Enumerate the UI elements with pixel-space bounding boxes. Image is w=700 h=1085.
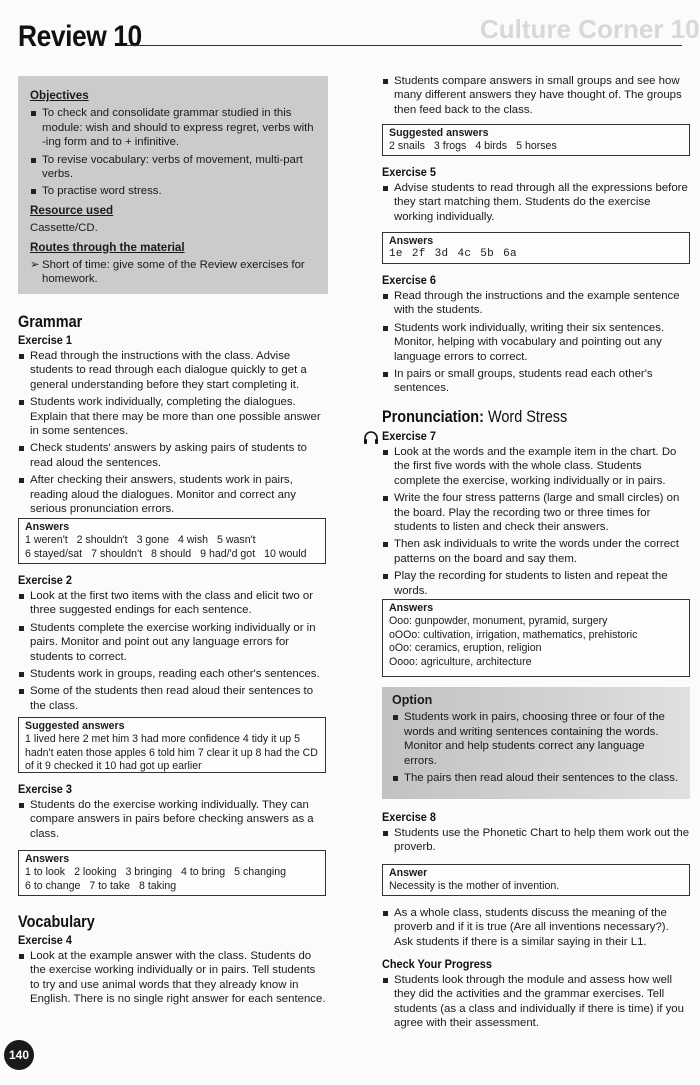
- resource-heading: Resource used: [30, 203, 114, 217]
- check-progress-heading: Check Your Progress: [382, 957, 492, 971]
- answer-item: 8 should: [151, 547, 192, 560]
- objectives-box: [18, 76, 328, 294]
- pronunciation-heading: [382, 407, 567, 427]
- exercise-3-instructions: [18, 798, 326, 844]
- exercise-4-followup: [382, 74, 690, 120]
- objective-item: To practise word stress.: [30, 184, 316, 198]
- answer-line: Oooo: agriculture, architecture: [389, 655, 532, 668]
- instruction-item: Students complete the exercise working individually or in pairs. Monitor and point out any language errors for students to correct.: [18, 621, 326, 664]
- answer-item: 1e: [389, 248, 403, 261]
- page-number: 140: [4, 1040, 34, 1070]
- exercise-8-heading: Exercise 8: [382, 810, 436, 824]
- answer-item: 4c: [457, 248, 472, 261]
- instruction-item: Advise students to read through all the expressions before they start matching them. Students do the exercise working individually.: [382, 181, 690, 224]
- instruction-item: Students compare answers in small groups and see how many different answers they have thought of. The groups then feed back to the class.: [382, 74, 690, 117]
- answer-item: 6 stayed/sat: [25, 547, 83, 560]
- exercise-4-answers-box: [382, 124, 690, 156]
- pronunciation-heading-bold: Pronunciation:: [382, 407, 484, 426]
- exercise-5-heading: Exercise 5: [382, 165, 436, 179]
- answers-row: [25, 534, 319, 547]
- vocabulary-heading: Vocabulary: [18, 912, 95, 931]
- answer-item: 8 taking: [139, 879, 177, 892]
- answer-item: 3d: [434, 248, 449, 261]
- option-item: The pairs then read aloud their sentences to the class.: [392, 771, 680, 785]
- objectives-list: [30, 106, 316, 198]
- grammar-heading: Grammar: [18, 312, 83, 331]
- option-item: Students work in pairs, choosing three or four of the words and writing sentences containing the words. Monitor and help students correct any language errors.: [392, 710, 680, 768]
- answer-item: 1 to look: [25, 866, 66, 879]
- answer-item: 5 changing: [234, 866, 287, 879]
- answer-item: 5 horses: [516, 140, 557, 153]
- exercise-7-heading: Exercise 7: [382, 429, 436, 443]
- routes-list: [30, 258, 316, 287]
- exercise-7-instructions: [382, 445, 690, 601]
- answers-label: Answers: [389, 235, 434, 247]
- answers-row: [389, 140, 683, 153]
- answer-label: Answer: [389, 867, 428, 879]
- answer-item: 2 looking: [74, 866, 117, 879]
- instruction-item: Play the recording for students to listen and repeat the words.: [382, 569, 690, 598]
- answer-item: 7 shouldn't: [91, 547, 143, 560]
- answer-text: Necessity is the mother of invention.: [389, 880, 560, 893]
- answer-item: 3 frogs: [433, 140, 467, 153]
- instruction-item: Students work in groups, reading each other's sentences.: [18, 667, 326, 681]
- answer-line: oOOo: cultivation, irrigation, mathematics, prehistoric: [389, 628, 638, 641]
- exercise-2-instructions: [18, 589, 326, 716]
- answer-item: 9 had/'d got: [200, 547, 256, 560]
- instruction-item: Look at the words and the example item in the chart. Do the first five words with the whole class. Students complete the exercise, working individually or in pairs.: [382, 445, 690, 488]
- option-heading: Option: [392, 693, 433, 707]
- answer-item: 3 gone: [136, 534, 169, 547]
- instruction-item: In pairs or small groups, students read each other's sentences.: [382, 367, 690, 396]
- instruction-item: Write the four stress patterns (large and small circles) on the board. Play the recording two or three times for students to listen and check their answers.: [382, 491, 690, 534]
- answer-item: 6a: [503, 248, 517, 261]
- exercise-2-answers-box: [18, 717, 326, 773]
- instruction-item: Students work individually, completing the dialogues. Explain that there may be more than one possible answer in some sentences.: [18, 395, 326, 438]
- exercise-2-heading: Exercise 2: [18, 573, 72, 587]
- answer-item: 4 birds: [475, 140, 508, 153]
- answers-label: Suggested answers: [25, 720, 125, 732]
- instruction-item: Look at the example answer with the class. Students do the exercise working individually or in pairs. Tell students to try and use animal words that they already know in English. There is no single right answer for each sentence.: [18, 949, 326, 1007]
- instruction-item: Some of the students then read aloud their sentences to the class.: [18, 684, 326, 713]
- option-list: [392, 710, 680, 785]
- exercise-5-instructions: [382, 181, 690, 227]
- answers-label: Suggested answers: [389, 127, 489, 139]
- answer-item: 7 to take: [89, 879, 131, 892]
- exercise-4-instructions: [18, 949, 326, 1010]
- headphones-icon: [363, 430, 379, 445]
- exercise-6-instructions: [382, 289, 690, 399]
- instruction-item: Check students' answers by asking pairs of students to read aloud the sentences.: [18, 441, 326, 470]
- instruction-item: Read through the instructions with the class. Advise students to read through each dialogue quickly to get a general understanding before they start completing it.: [18, 349, 326, 392]
- routes-item: [30, 258, 316, 287]
- exercise-3-answers-box: [18, 850, 326, 896]
- answer-line: oOo: ceramics, eruption, religion: [389, 642, 542, 655]
- exercise-8-answer-box: [382, 864, 690, 896]
- exercise-1-answers-box: [18, 518, 326, 564]
- answer-item: 2 shouldn't: [76, 534, 128, 547]
- instruction-item: Students look through the module and assess how well they did the activities and the grammar exercises. Tell students (as a class and individually if there is time) if you agree with their assessment.: [382, 973, 690, 1031]
- title-rule: [126, 45, 682, 46]
- check-progress-instructions: [382, 973, 690, 1034]
- answers-label: Answers: [25, 853, 70, 865]
- objectives-heading: Objectives: [30, 89, 89, 102]
- exercise-3-heading: Exercise 3: [18, 782, 72, 796]
- objective-item: To revise vocabulary: verbs of movement, multi-part verbs.: [30, 153, 316, 182]
- exercise-8-followup: [382, 906, 690, 952]
- exercise-1-instructions: [18, 349, 326, 519]
- instruction-item: As a whole class, students discuss the meaning of the proverb and if it is true (Are all inventions necessary?). Ask students if there is a similar saying in their L1.: [382, 906, 690, 949]
- exercise-4-heading: Exercise 4: [18, 933, 72, 947]
- instruction-item: Students work individually, writing their six sentences. Monitor, helping with vocabulary and pointing out any language errors to correct.: [382, 321, 690, 364]
- answer-item: 5 wasn't: [217, 534, 256, 547]
- instruction-item: Read through the instructions and the example sentence with the students.: [382, 289, 690, 318]
- answer-item: 3 bringing: [125, 866, 172, 879]
- answers-row: [389, 248, 683, 261]
- page-title: Review 10: [18, 20, 142, 53]
- instruction-item: Students do the exercise working individually. They can compare answers in pairs before checking answers as a class.: [18, 798, 326, 841]
- answer-item: 4 wish: [177, 534, 209, 547]
- instruction-item: After checking their answers, students work in pairs, reading aloud the dialogues. Monitor and correct any serious pronunciation errors.: [18, 473, 326, 516]
- answer-item: 1 weren't: [25, 534, 68, 547]
- answers-label: Answers: [25, 521, 70, 533]
- instruction-item: Students use the Phonetic Chart to help them work out the proverb.: [382, 826, 690, 855]
- arrow-right-icon: ➢: [30, 259, 40, 272]
- answer-item: 4 to bring: [181, 866, 226, 879]
- answer-line: Ooo: gunpowder, monument, pyramid, surgery: [389, 615, 608, 628]
- background-ghost-title: Culture Corner 10: [480, 14, 700, 44]
- option-box: [382, 687, 690, 799]
- resource-text: Cassette/CD.: [30, 222, 98, 235]
- answer-item: 6 to change: [25, 879, 81, 892]
- routes-heading: Routes through the material: [30, 240, 185, 254]
- answer-item: 5b: [480, 248, 495, 261]
- answer-item: 10 would: [264, 547, 307, 560]
- answer-item: 2 snails: [389, 140, 425, 153]
- exercise-6-heading: Exercise 6: [382, 273, 436, 287]
- exercise-7-answers-box: [382, 599, 690, 677]
- exercise-5-answers-box: [382, 232, 690, 264]
- exercise-1-heading: Exercise 1: [18, 333, 72, 347]
- exercise-8-instructions: [382, 826, 690, 858]
- routes-text: Short of time: give some of the Review exercises for homework.: [42, 259, 305, 286]
- instruction-item: Then ask individuals to write the words under the correct patterns on the board and say them.: [382, 537, 690, 566]
- pronunciation-heading-rest: Word Stress: [483, 407, 568, 426]
- instruction-item: Look at the first two items with the class and elicit two or three suggested endings for each sentence.: [18, 589, 326, 618]
- answers-row: [25, 548, 319, 561]
- answer-item: 2f: [411, 248, 426, 261]
- answers-row: [25, 880, 319, 893]
- answers-text: 1 lived here 2 met him 3 had more confidence 4 tidy it up 5 hadn't eaten those apples 6 told him 7 clear it up 8 had the CD of it 9 checked it 10 had got up earlier: [25, 733, 318, 773]
- objective-item: To check and consolidate grammar studied in this module: wish and should to express regret, verbs with -ing form and to + infinitive.: [30, 106, 316, 149]
- answers-label: Answers: [389, 602, 434, 614]
- answers-row: [25, 866, 319, 879]
